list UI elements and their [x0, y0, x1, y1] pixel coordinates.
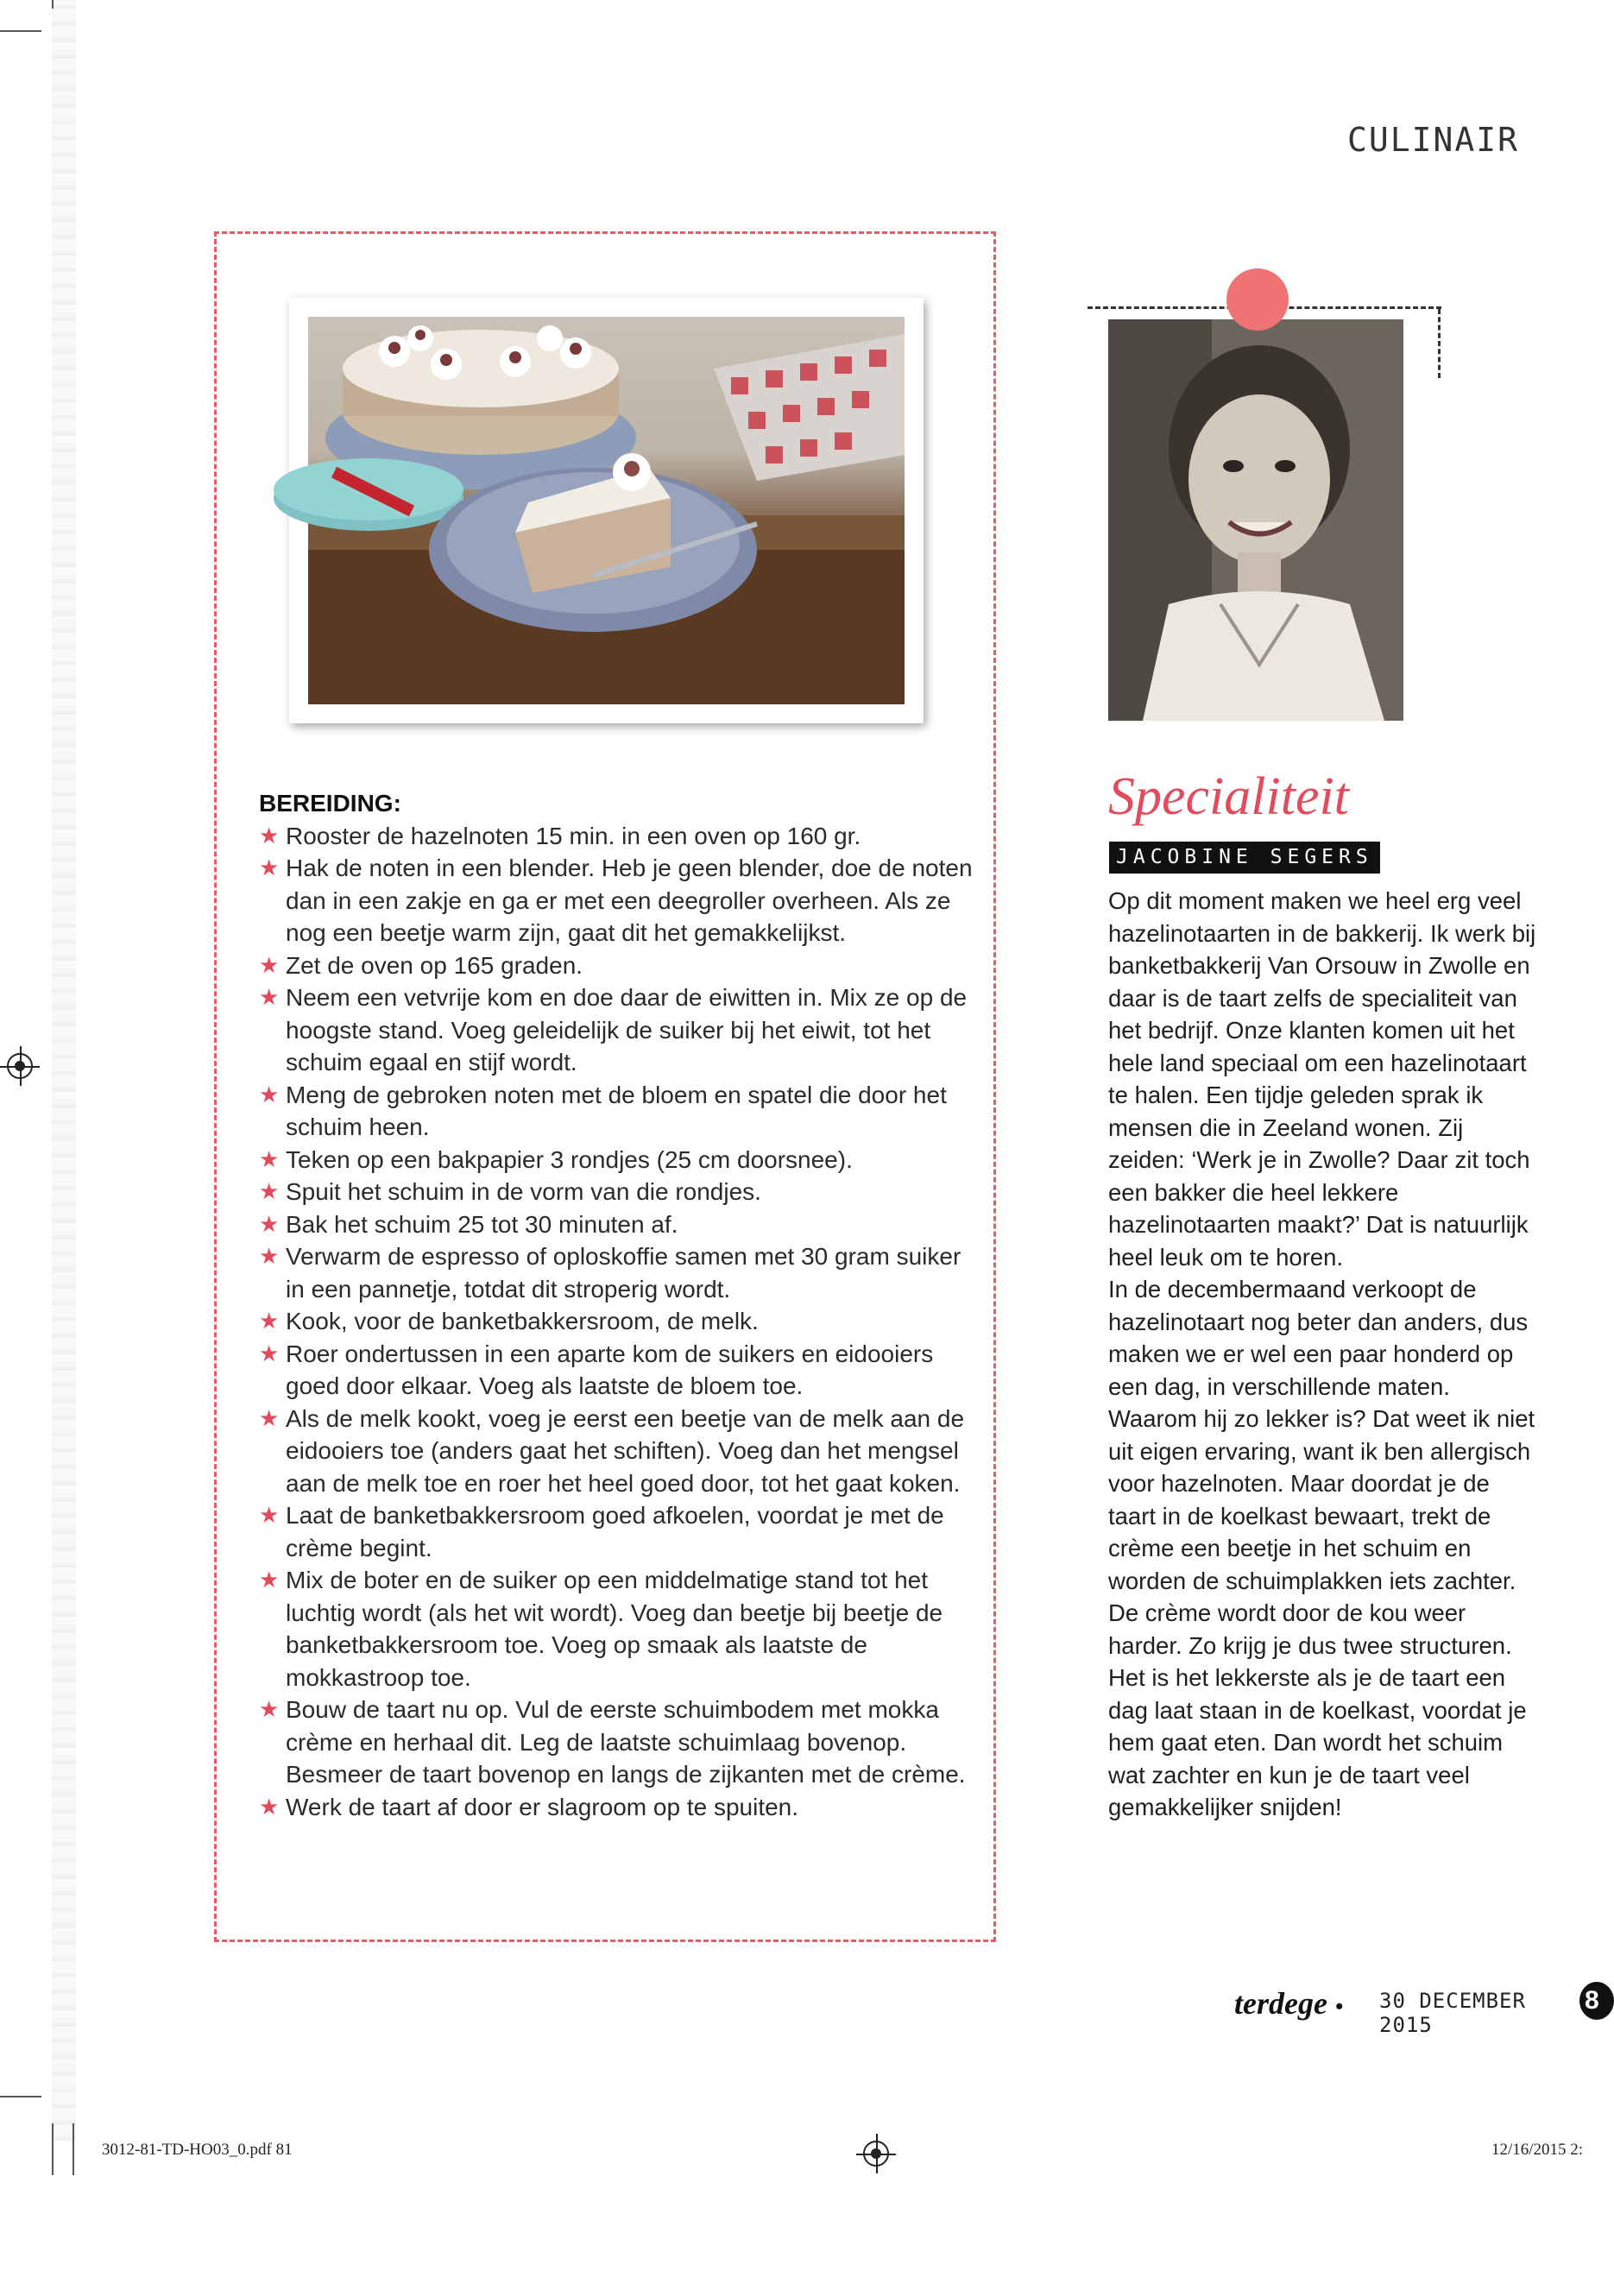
recipe-step: [259, 852, 975, 949]
recipe-step-text: Werk de taart af door er slagroom op te spuiten.: [286, 1793, 799, 1820]
page-edge-strip: [52, 0, 76, 2141]
registration-mark-icon: [7, 1053, 33, 1079]
magazine-brand: [1234, 1985, 1343, 2022]
recipe-step-text: Mix de boter en de suiker op een middelmatige stand tot het luchtig wordt (als het wit wordt). Voeg dan beetje bij beetje de banketbakkersroom toe. Voeg op smaak als laatste de mokkastroop toe.: [286, 1567, 943, 1691]
recipe-step: [259, 1240, 975, 1305]
star-icon: ★: [259, 1404, 280, 1431]
recipe-step-text: Kook, voor de banketbakkersroom, de melk.: [286, 1308, 759, 1334]
specialty-paragraph: In de decembermaand verkoopt de hazelinotaart nog beter dan anders, dus maken we er wel een paar honderd op een dag, in verschillende maten.: [1108, 1276, 1529, 1400]
section-label: CULINAIR: [1346, 121, 1519, 159]
cake-photo-illustration: [308, 317, 905, 704]
specialty-title: Specialiteit: [1108, 767, 1349, 826]
star-icon: ★: [259, 1243, 280, 1269]
crop-mark-bottom-left-vertical: [52, 2123, 54, 2175]
author-name-tag: JACOBINE SEGERS: [1109, 842, 1380, 874]
decorative-pink-dot: [1226, 268, 1289, 331]
crop-mark-bottom-left: [0, 2096, 41, 2097]
star-icon: ★: [259, 1793, 280, 1820]
recipe-step: [259, 1403, 975, 1500]
star-icon: ★: [259, 855, 280, 880]
decorative-dashed-tail: [1438, 309, 1442, 378]
star-icon: ★: [259, 1178, 280, 1204]
brand-name: terdege: [1234, 1986, 1327, 2021]
cake-photo-frame: [289, 298, 924, 723]
crop-mark-top-left-vertical: [52, 0, 54, 9]
issue-date: 30 DECEMBER 2015: [1379, 1989, 1526, 2037]
star-icon: ★: [259, 1567, 280, 1593]
portrait-photo: [1108, 319, 1403, 721]
crop-mark-bottom-left-vertical-2: [73, 2123, 74, 2175]
star-icon: ★: [259, 1081, 280, 1107]
recipe-step-text: Laat de banketbakkersroom goed afkoelen, voordat je met de crème begint.: [286, 1502, 944, 1561]
recipe-step: [259, 1338, 975, 1403]
print-slug-timestamp: 12/16/2015 2:: [1491, 2141, 1584, 2159]
recipe-step: [259, 1079, 975, 1144]
specialty-text: [1108, 885, 1540, 1824]
recipe-step: [259, 1499, 975, 1564]
recipe-step-text: Bouw de taart nu op. Vul de eerste schuimbodem met mokka crème en herhaal dit. Leg de laatste schuimlaag bovenop. Besmeer de taart bovenop en langs de zijkanten met de crème.: [286, 1696, 966, 1788]
print-slug-file: 3012-81-TD-HO03_0.pdf 81: [102, 2141, 293, 2159]
brand-separator: •: [1334, 1994, 1344, 2019]
star-icon: ★: [259, 984, 280, 1010]
recipe-step: [259, 820, 975, 853]
recipe-step: [259, 1791, 975, 1824]
star-icon: ★: [259, 1696, 280, 1722]
recipe-step: [259, 1176, 975, 1208]
page-number: 8: [1579, 1982, 1614, 2020]
star-icon: ★: [259, 1210, 280, 1237]
recipe-step: [259, 1305, 975, 1338]
star-icon: ★: [259, 951, 280, 978]
recipe-step-text: Hak de noten in een blender. Heb je geen blender, doe de noten dan in een zakje en ga er met een deegroller overheen. Als ze nog een beetje warm zijn, gaat dit het gemakkelijkst.: [286, 855, 973, 946]
specialty-paragraph: Op dit moment maken we heel erg veel hazelinotaarten in de bakkerij. Ik werk bij banketbakkerij Van Orsouw in Zwolle en daar is de taart zelfs de specialiteit van het bedrijf. Onze klanten komen uit het hele land speciaal om een hazelinotaart te halen. Een tijdje geleden sprak ik mensen die in Zeeland wonen. Zij zeiden: ‘Werk je in Zwolle? Daar zit toch een bakker die heel lekkere hazelinotaarten maakt?’ Dat is natuurlijk heel leuk om te horen.: [1108, 887, 1536, 1271]
star-icon: ★: [259, 1340, 280, 1366]
star-icon: ★: [259, 1502, 280, 1528]
recipe-step-text: Bak het schuim 25 tot 30 minuten af.: [286, 1210, 678, 1238]
recipe-step-text: Zet de oven op 165 graden.: [286, 951, 583, 979]
recipe-step: [259, 1208, 975, 1241]
recipe-step-text: Verwarm de espresso of oploskoffie samen met 30 gram suiker in een pannetje, totdat dit stroperig wordt.: [286, 1243, 961, 1303]
recipe-step: [259, 949, 975, 982]
star-icon: ★: [259, 1308, 280, 1334]
crop-mark-top-left: [0, 30, 41, 32]
recipe-heading: BEREIDING:: [259, 790, 401, 817]
star-icon: ★: [259, 1145, 280, 1172]
specialty-paragraph: Waarom hij zo lekker is? Dat weet ik niet uit eigen ervaring, want ik ben allergisch voor hazelnoten. Maar doordat je de taart in de koelkast bewaart, trekt de crème een beetje in het schuim en worden de schuimplakken iets zachter. De crème wordt door de kou weer harder. Zo krijg je dus twee structuren. Het is het lekkerste als je de taart een dag laat staan in de koelkast, voordat je hem gaat eten. Dan wordt het schuim wat zachter en kun je de taart veel gemakkelijker snijden!: [1108, 1405, 1535, 1820]
recipe-step-text: Meng de gebroken noten met de bloem en spatel die door het schuim heen.: [286, 1081, 947, 1140]
recipe-step: [259, 1564, 975, 1694]
registration-mark-icon: [863, 2141, 889, 2167]
recipe-step-list: [259, 820, 975, 1824]
recipe-step-text: Teken op een bakpapier 3 rondjes (25 cm doorsnee).: [286, 1145, 853, 1173]
recipe-step-text: Roer ondertussen in een aparte kom de suikers en eidooiers goed door elkaar. Voeg als laatste de bloem toe.: [286, 1340, 934, 1399]
recipe-step-text: Rooster de hazelnoten 15 min. in een oven op 160 gr.: [286, 822, 861, 849]
recipe-step-text: Neem een vetvrije kom en doe daar de eiwitten in. Mix ze op de hoogste stand. Voeg geleidelijk de suiker bij het eiwit, tot het schuim egaal en stijf wordt.: [286, 984, 968, 1075]
recipe-step-text: Als de melk kookt, voeg je eerst een beetje van de melk aan de eidooiers toe (anders gaat het schiften). Voeg dan het mengsel aan de melk toe en roer het heel goed door, tot het gaat koken.: [286, 1404, 965, 1497]
cake-photo: [308, 317, 905, 704]
recipe-step: [259, 1144, 975, 1176]
recipe-step-text: Spuit het schuim in de vorm van die rondjes.: [286, 1178, 761, 1205]
recipe-instructions: [259, 787, 975, 1823]
recipe-step: [259, 981, 975, 1079]
star-icon: ★: [259, 822, 280, 848]
recipe-step: [259, 1694, 975, 1791]
portrait-illustration: [1108, 319, 1403, 721]
